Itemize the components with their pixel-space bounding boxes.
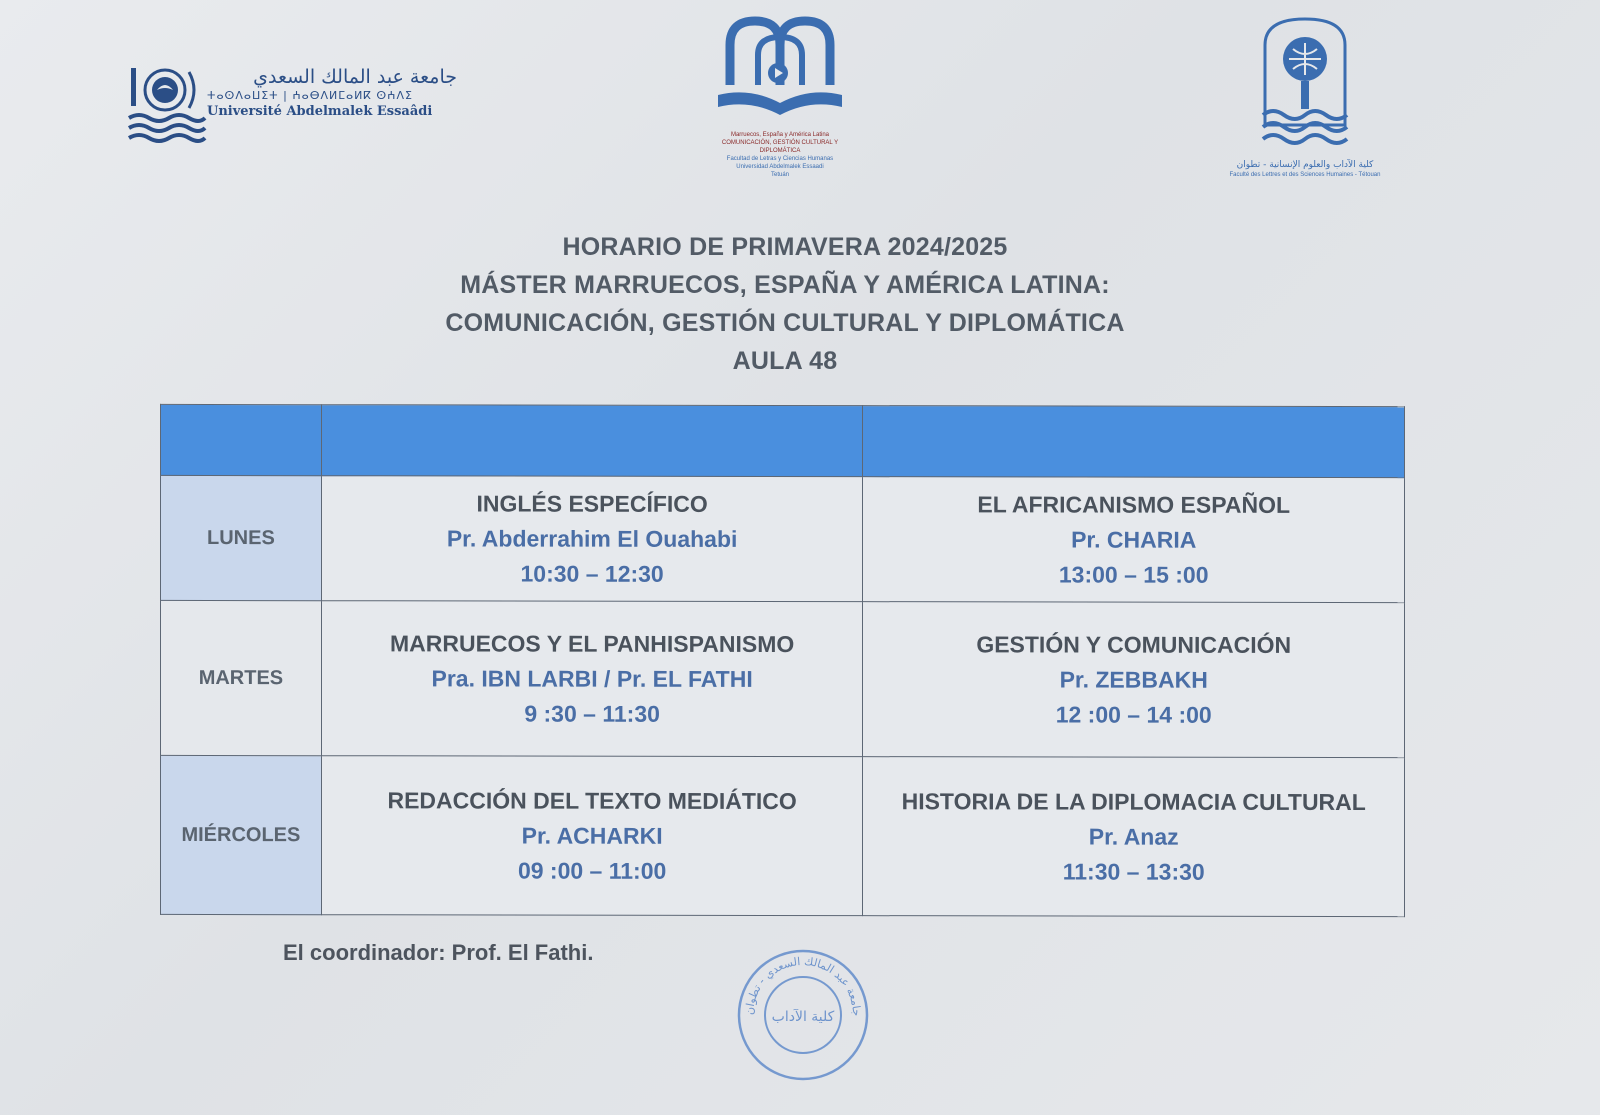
master-logo bbox=[705, 15, 855, 185]
table-row bbox=[161, 600, 1405, 757]
university-logo bbox=[125, 62, 455, 152]
page-header bbox=[300, 228, 1270, 380]
class-cell bbox=[863, 757, 1405, 917]
day-cell: LUNES bbox=[161, 475, 322, 600]
faculty-emblem-icon bbox=[1245, 15, 1365, 155]
class-cell bbox=[321, 756, 863, 916]
class-subject: HISTORIA DE LA DIPLOMACIA CULTURAL bbox=[901, 787, 1366, 815]
class-professor: Pr. ACHARKI bbox=[521, 822, 663, 849]
stamp-ring-text: جامعة عبد المالك السعدي - تطوان bbox=[742, 954, 864, 1017]
header-cell bbox=[863, 406, 1405, 478]
master-logo-subtitle: COMUNICACIÓN, GESTIÓN CULTURAL Y DIPLOMÁTICA bbox=[721, 140, 839, 154]
table-row bbox=[161, 475, 1405, 602]
day-cell: MARTES bbox=[161, 600, 322, 755]
schedule-title: HORARIO DE PRIMAVERA 2024/2025 bbox=[562, 233, 1008, 261]
class-professor: Pr. Abderrahim El Ouahabi bbox=[446, 524, 738, 552]
table-row bbox=[161, 755, 1405, 916]
class-cell bbox=[321, 476, 863, 602]
class-time: 13:00 – 15 :00 bbox=[1058, 560, 1209, 588]
day-cell: MIÉRCOLES bbox=[161, 755, 322, 914]
faculty-logo bbox=[1195, 15, 1415, 190]
class-time: 10:30 – 12:30 bbox=[520, 560, 664, 587]
official-stamp-icon bbox=[733, 945, 873, 1085]
class-subject: INGLÉS ESPECÍFICO bbox=[476, 489, 708, 517]
header-cell bbox=[321, 405, 863, 477]
header-cell bbox=[161, 404, 322, 475]
class-time: 11:30 – 13:30 bbox=[1062, 857, 1205, 885]
class-professor: Pr. ZEBBAKH bbox=[1059, 665, 1208, 693]
master-logo-university: Universidad Abdelmalek Essaadi bbox=[736, 164, 824, 170]
svg-text:جامعة عبد المالك السعدي - تطوا bbox=[743, 955, 863, 1017]
classroom-label: AULA 48 bbox=[732, 347, 838, 375]
faculty-french-name: Faculté des Lettres et des Sciences Humaines - Tétouan bbox=[1229, 172, 1381, 178]
logo-arabic-name: جامعة عبد المالك السعدي bbox=[253, 66, 457, 88]
master-subtitle: COMUNICACIÓN, GESTIÓN CULTURAL Y DIPLOMÁTICA bbox=[445, 309, 1125, 337]
class-time: 12 :00 – 14 :00 bbox=[1055, 700, 1212, 728]
schedule-table bbox=[160, 404, 1405, 917]
class-cell bbox=[863, 477, 1405, 603]
class-professor: Pr. Anaz bbox=[1088, 823, 1179, 850]
coordinator-note: El coordinador: Prof. El Fathi. bbox=[283, 940, 594, 965]
logo-tifinagh-name: ⵜⴰⵙⴷⴰⵡⵉⵜ | ⵄⴰⴱⴷⵍⵎⴰⵍⴽ ⵙⵄⴷⵉ bbox=[207, 89, 413, 102]
class-professor: Pr. CHARIA bbox=[1071, 526, 1197, 553]
master-logo-city: Tetuán bbox=[770, 172, 789, 178]
class-subject: MARRUECOS Y EL PANHISPANISMO bbox=[389, 629, 795, 657]
logo-french-name: Université Abdelmalek Essaâdi bbox=[207, 104, 433, 119]
class-time: 9 :30 – 11:30 bbox=[524, 700, 660, 727]
class-subject: EL AFRICANISMO ESPAÑOL bbox=[977, 490, 1291, 518]
class-subject: GESTIÓN Y COMUNICACIÓN bbox=[976, 630, 1292, 658]
master-title: MÁSTER MARRUECOS, ESPAÑA Y AMÉRICA LATINA: bbox=[460, 271, 1110, 299]
class-professor: Pra. IBN LARBI / Pr. EL FATHI bbox=[431, 664, 753, 692]
table-header-row bbox=[161, 404, 1405, 477]
class-time: 09 :00 – 11:00 bbox=[517, 857, 667, 884]
class-cell bbox=[321, 601, 863, 757]
master-logo-title: Marruecos, España y América Latina bbox=[730, 132, 830, 138]
class-cell bbox=[863, 602, 1405, 758]
class-subject: REDACCIÓN DEL TEXTO MEDIÁTICO bbox=[387, 786, 797, 814]
book-arches-icon bbox=[710, 15, 850, 127]
university-emblem-icon bbox=[125, 62, 207, 150]
faculty-arabic-name: كلية الآداب والعلوم الإنسانية - تطوان bbox=[1236, 160, 1374, 170]
master-logo-faculty: Facultad de Letras y Ciencias Humanas bbox=[726, 156, 834, 162]
stamp-center-text: كلية الآداب bbox=[771, 1009, 835, 1025]
